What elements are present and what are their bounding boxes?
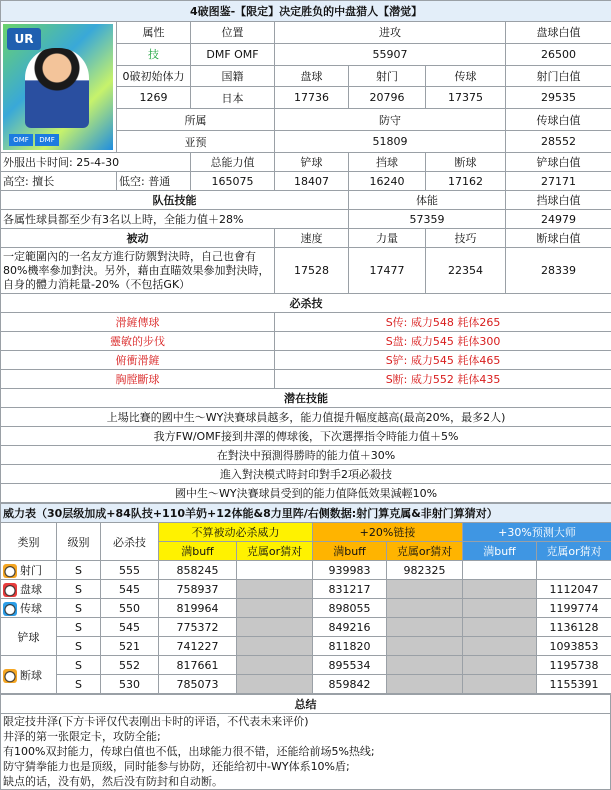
- special-info-1: S传: 威力548 耗体265: [275, 313, 611, 332]
- group-no-passive: 不算被动必杀威力: [159, 523, 313, 542]
- label-power: 力量: [349, 229, 426, 248]
- label-position: 位置: [191, 22, 275, 44]
- g3a-cell: [463, 675, 537, 694]
- label-attribute: 属性: [117, 22, 191, 44]
- label-nationality: 国籍: [191, 65, 275, 87]
- block-white-value: 24979: [506, 210, 611, 229]
- group-predict: +30%预测大师: [463, 523, 611, 542]
- summary-line-2: 井泽的第一张限定卡，攻防全能;: [3, 729, 608, 744]
- passive-row: [1, 248, 611, 294]
- potential-header: [1, 389, 611, 408]
- g2b-cell: [387, 599, 463, 618]
- g1a-cell: 819964: [159, 599, 237, 618]
- summary-line-5: 缺点的话，没有奶，然后没有防封和自动断。: [3, 774, 608, 789]
- label-shoot-white: 射门白值: [506, 65, 611, 87]
- g1b-cell: [237, 618, 313, 637]
- passive-header: [1, 229, 611, 248]
- g3b-cell: 1199774: [537, 599, 611, 618]
- value-block: 16240: [349, 172, 426, 191]
- label-tackle-white: 铲球白值: [506, 153, 611, 172]
- info-row-1: [1, 22, 611, 44]
- g2b-cell: [387, 675, 463, 694]
- dribble-icon: [3, 583, 17, 597]
- special-info-2: S盘: 威力545 耗体300: [275, 332, 611, 351]
- value-nationality: 日本: [191, 87, 275, 109]
- label-tackle: 铲球: [275, 153, 349, 172]
- g2a-cell: 831217: [313, 580, 387, 599]
- g3a-cell: [463, 599, 537, 618]
- label-defense: 防守: [275, 109, 506, 131]
- g2b-cell: [387, 618, 463, 637]
- title-row: [1, 1, 611, 22]
- value-tackle-white: 27171: [506, 172, 611, 191]
- sub-guess-3: 克属or猜对: [537, 542, 611, 561]
- potential-item-1: 上場比賽的國中生～WY決賽球員越多，能力值提升幅度越高(最高20%，最多2人): [1, 408, 611, 427]
- power-row-pass: [1, 599, 611, 618]
- intercept-icon: [3, 669, 17, 683]
- special-header: [1, 294, 611, 313]
- value-tackle: 18407: [275, 172, 349, 191]
- label-attack: 进攻: [275, 22, 506, 44]
- potential-row-5: [1, 484, 611, 503]
- g2a-cell: 939983: [313, 561, 387, 580]
- special-row-3: [1, 351, 611, 370]
- g3b-cell: 1195738: [537, 656, 611, 675]
- g2a-cell: 849216: [313, 618, 387, 637]
- power-row-tackle-2: [1, 637, 611, 656]
- summary-table: [0, 694, 611, 790]
- label-stamina0: 0破初始体力: [117, 65, 191, 87]
- g2b-cell: [387, 637, 463, 656]
- value-defense: 51809: [275, 131, 506, 153]
- value-power: 17477: [349, 248, 426, 294]
- value-total: 165075: [191, 172, 275, 191]
- high-ball: 高空: 擅长: [1, 172, 117, 191]
- type-cell: 断球: [1, 656, 57, 694]
- special-label: 必杀技: [1, 294, 611, 313]
- summary-body: [1, 714, 611, 790]
- power-group-row: [1, 523, 611, 542]
- g3a-cell: [463, 561, 537, 580]
- g3a-cell: [463, 618, 537, 637]
- card-image-cell: [1, 22, 117, 153]
- sub-full-1: 满buff: [159, 542, 237, 561]
- team-skill-text: 各属性球員都至少有3名以上時，全能力值＋28%: [1, 210, 349, 229]
- g3a-cell: [463, 580, 537, 599]
- skill-cell: 545: [101, 618, 159, 637]
- value-team: 亚预: [117, 131, 275, 153]
- value-shoot-white: 29535: [506, 87, 611, 109]
- level-cell: S: [57, 599, 101, 618]
- stamina-label: 体能: [349, 191, 506, 210]
- label-dribble: 盘球: [275, 65, 349, 87]
- col-special: 必杀技: [101, 523, 159, 561]
- power-title: 威力表（30层级加成+84队技+110羊奶+12体能&8力里阵/右侧数据:射门算克属&非射门算猜对）: [1, 504, 611, 523]
- value-technique: 22354: [426, 248, 506, 294]
- potential-row-3: [1, 446, 611, 465]
- g1b-cell: [237, 561, 313, 580]
- power-row-intercept-2: [1, 675, 611, 694]
- g1b-cell: [237, 580, 313, 599]
- sub-guess-1: 克属or猜对: [237, 542, 313, 561]
- g1a-cell: 758937: [159, 580, 237, 599]
- g3b-cell: 1136128: [537, 618, 611, 637]
- power-title-row: [1, 504, 611, 523]
- position-tag-left: OMF: [9, 134, 33, 146]
- value-pass: 17375: [426, 87, 506, 109]
- g3b-cell: [537, 561, 611, 580]
- value-dribble: 17736: [275, 87, 349, 109]
- g2a-cell: 811820: [313, 637, 387, 656]
- summary-line-3: 有100%双封能力，传球白值也不低，出球能力很不错，还能给前场5%热线;: [3, 744, 608, 759]
- team-skill-header: [1, 191, 611, 210]
- power-row-tackle-1: [1, 618, 611, 637]
- g3b-cell: 1155391: [537, 675, 611, 694]
- position-tag-right: DMF: [35, 134, 59, 146]
- card-image: [3, 24, 113, 150]
- level-cell: S: [57, 580, 101, 599]
- g2a-cell: 898055: [313, 599, 387, 618]
- summary-line-4: 防守猜拳能力也是顶级，同时能参与协防，还能给初中-WY体系10%盾;: [3, 759, 608, 774]
- info-row-8: [1, 172, 611, 191]
- g1a-cell: 775372: [159, 618, 237, 637]
- col-type: 类别: [1, 523, 57, 561]
- col-level: 级别: [57, 523, 101, 561]
- value-shoot: 20796: [349, 87, 426, 109]
- passive-label: 被动: [1, 229, 275, 248]
- summary-text: [1, 714, 611, 790]
- g1a-cell: 858245: [159, 561, 237, 580]
- power-row-dribble: [1, 580, 611, 599]
- level-cell: S: [57, 656, 101, 675]
- potential-item-5: 國中生～WY決賽球員受到的能力值降低效果減輕10%: [1, 484, 611, 503]
- g1b-cell: [237, 599, 313, 618]
- potential-row-2: [1, 427, 611, 446]
- potential-item-3: 在對決中預測得勝時的能力值＋30%: [1, 446, 611, 465]
- value-intercept-white: 28339: [506, 248, 611, 294]
- special-name-3: 俯衝滑鏟: [1, 351, 275, 370]
- team-skill-label: 队伍技能: [1, 191, 349, 210]
- potential-row-1: [1, 408, 611, 427]
- type-cell: 盘球: [1, 580, 57, 599]
- sub-guess-2: 克属or猜对: [387, 542, 463, 561]
- skill-cell: 550: [101, 599, 159, 618]
- g3b-cell: 1112047: [537, 580, 611, 599]
- g1b-cell: [237, 656, 313, 675]
- g2a-cell: 859842: [313, 675, 387, 694]
- g1a-cell: 741227: [159, 637, 237, 656]
- value-intercept: 17162: [426, 172, 506, 191]
- g3a-cell: [463, 637, 537, 656]
- type-cell: 铲球: [1, 618, 57, 656]
- special-name-4: 胸膛斷球: [1, 370, 275, 389]
- stamina-value: 57359: [349, 210, 506, 229]
- label-shoot: 射门: [349, 65, 426, 87]
- g1a-cell: 817661: [159, 656, 237, 675]
- skill-cell: 545: [101, 580, 159, 599]
- skill-cell: 530: [101, 675, 159, 694]
- g1b-cell: [237, 675, 313, 694]
- type-cell: 射门: [1, 561, 57, 580]
- skill-cell: 555: [101, 561, 159, 580]
- label-block: 挡球: [349, 153, 426, 172]
- g1a-cell: 785073: [159, 675, 237, 694]
- sub-full-2: 满buff: [313, 542, 387, 561]
- summary-line-1: 限定技井泽(下方卡评仅代表刚出卡时的评语，不代表未来评价): [3, 714, 608, 729]
- info-row-7: [1, 153, 611, 172]
- potential-item-4: 進入對決模式時封印對手2項必殺技: [1, 465, 611, 484]
- special-row-2: [1, 332, 611, 351]
- power-row-intercept-1: [1, 656, 611, 675]
- pass-icon: [3, 602, 17, 616]
- passive-text: 一定範圍內的一名友方進行防禦對決時，自己也會有80%機率參加對決。另外，藉由直瞄效果參加對決時，自身的體力消耗量-20%（不包括GK）: [1, 248, 275, 294]
- potential-label: 潜在技能: [1, 389, 611, 408]
- g1b-cell: [237, 637, 313, 656]
- summary-header: [1, 695, 611, 714]
- special-name-1: 滑鏟傳球: [1, 313, 275, 332]
- sub-full-3: 满buff: [463, 542, 537, 561]
- group-link: +20%链接: [313, 523, 463, 542]
- potential-item-2: 我方FW/OMF接到井澤的傳球後，下次選擇指令時能力值＋5%: [1, 427, 611, 446]
- g2b-cell: 982325: [387, 561, 463, 580]
- value-position: DMF OMF: [191, 43, 275, 65]
- team-skill-row: [1, 210, 611, 229]
- label-pass: 传球: [426, 65, 506, 87]
- label-total: 总能力值: [191, 153, 275, 172]
- level-cell: S: [57, 637, 101, 656]
- value-speed: 17528: [275, 248, 349, 294]
- g3b-cell: 1093853: [537, 637, 611, 656]
- label-speed: 速度: [275, 229, 349, 248]
- power-table: [0, 503, 611, 694]
- label-intercept: 断球: [426, 153, 506, 172]
- release-date: 外服出卡时间: 25-4-30: [1, 153, 191, 172]
- value-attribute: 技: [117, 43, 191, 65]
- special-row-1: [1, 313, 611, 332]
- special-info-4: S断: 威力552 耗体435: [275, 370, 611, 389]
- g2b-cell: [387, 580, 463, 599]
- special-name-2: 靈敏的步伐: [1, 332, 275, 351]
- low-ball: 低空: 普通: [117, 172, 191, 191]
- label-intercept-white: 断球白值: [506, 229, 611, 248]
- value-dribble-white: 26500: [506, 43, 611, 65]
- value-attack: 55907: [275, 43, 506, 65]
- label-pass-white: 传球白值: [506, 109, 611, 131]
- label-technique: 技巧: [426, 229, 506, 248]
- skill-cell: 552: [101, 656, 159, 675]
- value-pass-white: 28552: [506, 131, 611, 153]
- level-cell: S: [57, 561, 101, 580]
- level-cell: S: [57, 675, 101, 694]
- type-cell: 传球: [1, 599, 57, 618]
- player-portrait-icon: [25, 48, 89, 128]
- g3a-cell: [463, 656, 537, 675]
- label-dribble-white: 盘球白值: [506, 22, 611, 44]
- special-row-4: [1, 370, 611, 389]
- g2a-cell: 895534: [313, 656, 387, 675]
- g2b-cell: [387, 656, 463, 675]
- shoot-icon: [3, 564, 17, 578]
- block-white-label: 挡球白值: [506, 191, 611, 210]
- summary-label: 总结: [1, 695, 611, 714]
- skill-cell: 521: [101, 637, 159, 656]
- value-stamina0: 1269: [117, 87, 191, 109]
- special-info-3: S铲: 威力545 耗体465: [275, 351, 611, 370]
- label-team: 所属: [117, 109, 275, 131]
- page-title: 4破图鉴-【限定】决定胜负的中盘猎人【潜觉】: [1, 1, 611, 22]
- power-row-shoot: [1, 561, 611, 580]
- potential-row-4: [1, 465, 611, 484]
- rarity-badge: UR: [7, 28, 41, 50]
- level-cell: S: [57, 618, 101, 637]
